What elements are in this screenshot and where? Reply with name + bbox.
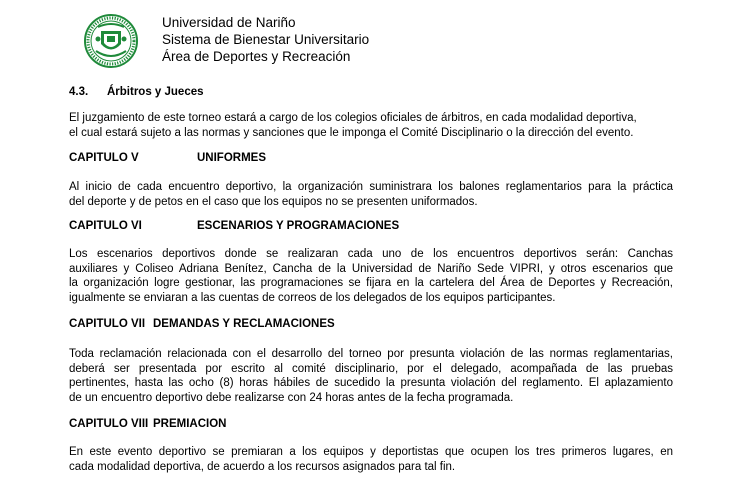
paragraph-line: deberá ser presentada por escrito al comité disciplinario, por el delegado, acompañada de las pruebas xyxy=(69,362,673,375)
paragraph-line: El juzgamiento de este torneo estará a cargo de los colegios oficiales de árbitros, en cada modalidad deportiva, xyxy=(69,112,637,124)
paragraph-line: Toda reclamación relacionada con el desarrollo del torneo por presunta violación de las normas reglamentarias, xyxy=(69,348,673,360)
paragraph-line: Los escenarios deportivos donde se realizaran cada uno de los encuentros deportivos serán: Canchas xyxy=(69,248,673,260)
university-seal-icon xyxy=(84,13,138,69)
chapter-8-paragraph xyxy=(69,445,673,474)
chapter-title: UNIFORMES xyxy=(197,152,266,164)
paragraph-line: pertinentes, hasta las ocho (8) horas hábiles de sucedido la presunta violación del reglamento. El aplazamiento xyxy=(69,377,673,390)
chapter-8-heading xyxy=(69,418,226,430)
header-area: Área de Deportes y Recreación xyxy=(162,49,351,64)
paragraph-line: auxiliares y Coliseo Adriana Benítez, Cancha de la Universidad de Nariño Sede VIPRI, y otros escenarios que xyxy=(69,262,673,275)
paragraph-line: del deporte y de petos en el caso que los equipos no se presenten uniformados. xyxy=(69,195,478,208)
paragraph-line: En este evento deportivo se premiaran a los equipos y deportistas que ocupen los tres primeros lugares, en xyxy=(69,446,673,458)
chapter-label: CAPITULO V xyxy=(69,152,139,164)
paragraph-line: el cual estará sujeto a las normas y sanciones que le imponga el Comité Disciplinario o la dirección del evento. xyxy=(69,126,634,139)
chapter-label: CAPITULO VII xyxy=(69,318,146,330)
chapter-label: CAPITULO VIII xyxy=(69,418,149,430)
paragraph-line: Al inicio de cada encuentro deportivo, la organización suministrara los balones reglamentarios para la práctica xyxy=(69,181,673,193)
chapter-7-heading xyxy=(69,318,335,330)
chapter-title: DEMANDAS Y RECLAMACIONES xyxy=(153,318,335,330)
institution-header xyxy=(162,14,369,65)
paragraph-line: de un encuentro deportivo debe realizarse con 24 horas antes de la fecha programada. xyxy=(69,391,514,404)
section-4-3-heading xyxy=(69,86,204,98)
section-4-3-paragraph xyxy=(69,111,673,140)
chapter-6-heading xyxy=(69,220,399,232)
section-title: Árbitros y Jueces xyxy=(107,86,204,98)
chapter-7-paragraph xyxy=(69,347,673,405)
paragraph-line: igualmente se enviaran a las cuentas de correos de los delegados de los equipos participantes. xyxy=(69,291,556,304)
chapter-5-heading xyxy=(69,152,266,164)
paragraph-line: cada modalidad deportiva, de acuerdo a los recursos asignados para tal fin. xyxy=(69,460,456,473)
chapter-6-paragraph xyxy=(69,247,673,305)
chapter-title: PREMIACION xyxy=(153,418,227,430)
section-number: 4.3. xyxy=(69,86,89,98)
header-system: Sistema de Bienestar Universitario xyxy=(162,32,370,47)
paragraph-line: la organización logre gestionar, las programaciones se fijara en la cartelera del Área de Deportes y Recreación, xyxy=(69,277,673,290)
chapter-label: CAPITULO VI xyxy=(69,220,142,232)
chapter-5-paragraph xyxy=(69,180,673,209)
header-university: Universidad de Nariño xyxy=(162,15,296,30)
chapter-title: ESCENARIOS Y PROGRAMACIONES xyxy=(197,220,400,232)
